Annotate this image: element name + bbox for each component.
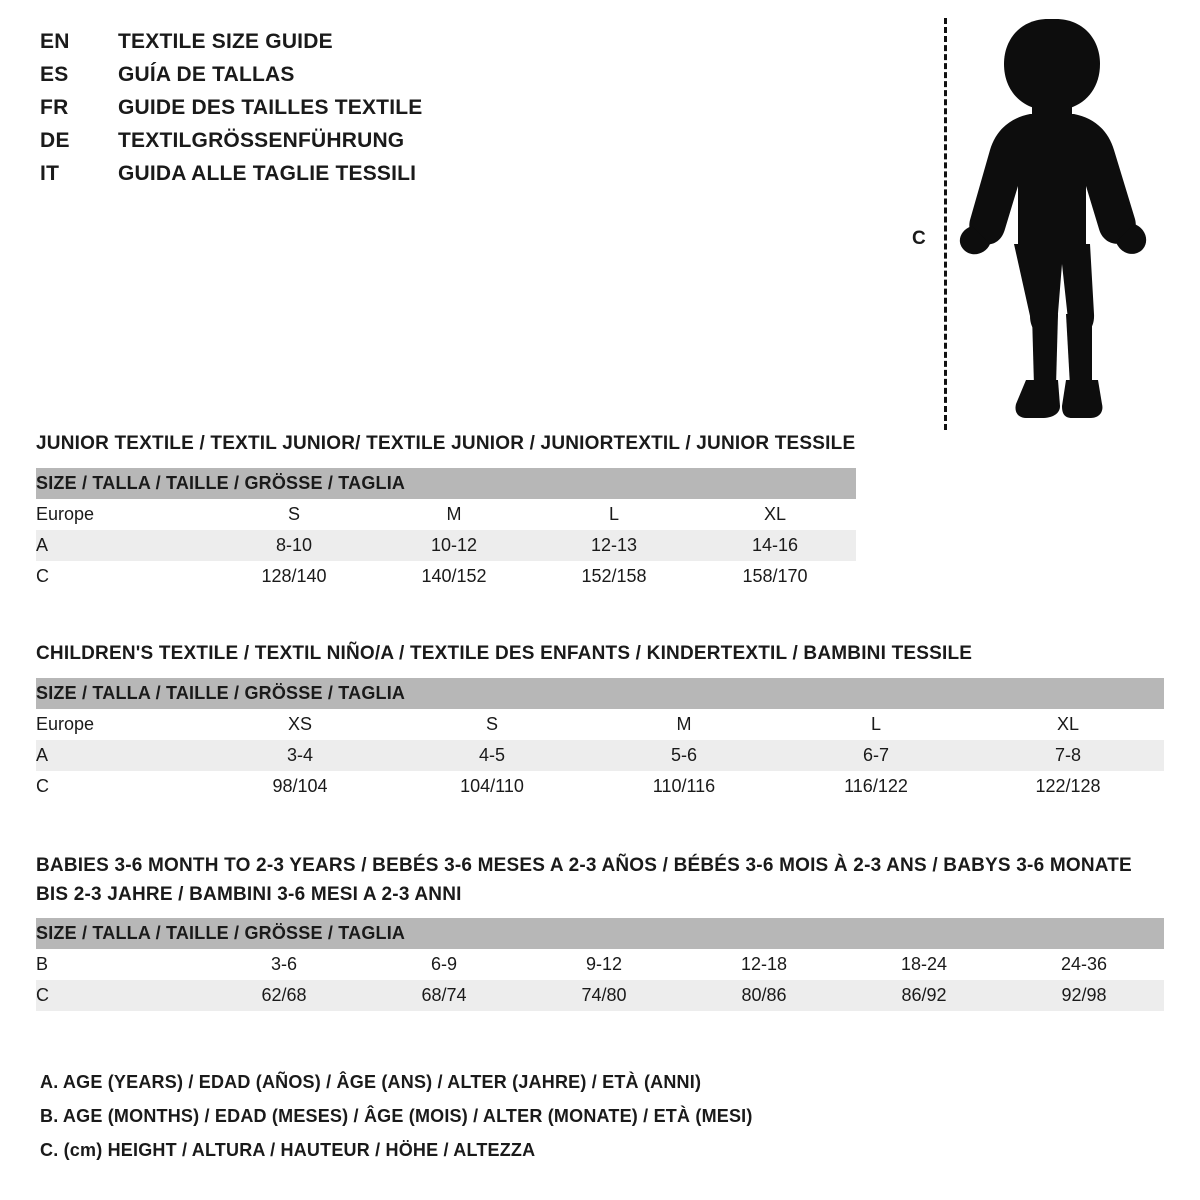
header-row xyxy=(40,162,600,195)
table-cell: 74/80 xyxy=(581,985,627,1005)
header-lang-code: EN xyxy=(40,30,70,53)
table-band-header xyxy=(36,678,1164,709)
table-cell: M xyxy=(676,713,692,734)
table-cell: 158/170 xyxy=(742,565,808,586)
table-band-header xyxy=(36,468,856,499)
language-header xyxy=(40,30,600,195)
table-cell: 62/68 xyxy=(261,985,307,1005)
table-row xyxy=(36,740,1164,771)
footnote-a: A. AGE (YEARS) / EDAD (AÑOS) / ÂGE (ANS) / ALTER (JAHRE) / ETÀ (ANNI) xyxy=(40,1072,702,1092)
table-row xyxy=(36,949,1164,980)
table-cell: 12-13 xyxy=(590,534,638,555)
babies-size-table xyxy=(36,918,1164,1011)
header-title-text: TEXTILGRÖSSENFÜHRUNG xyxy=(118,129,405,152)
header-lang-code: DE xyxy=(40,129,70,152)
table-cell: S xyxy=(485,713,498,734)
table-cell: 98/104 xyxy=(272,775,328,796)
table-cell: 3-6 xyxy=(270,954,297,974)
table-cell: 12-18 xyxy=(740,954,788,974)
header-row xyxy=(40,129,600,162)
table-cell: XL xyxy=(1057,713,1080,734)
table-row xyxy=(36,561,856,592)
table-row xyxy=(36,530,856,561)
row-label: A xyxy=(36,534,49,555)
table-row xyxy=(36,980,1164,1011)
footnote-c: C. (cm) HEIGHT / ALTURA / HAUTEUR / HÖHE / ALTEZZA xyxy=(40,1140,536,1160)
table-row xyxy=(36,709,1164,740)
table-cell: M xyxy=(446,503,462,524)
height-measure-figure xyxy=(900,10,1160,430)
band-label: SIZE / TALLA / TAILLE / GRÖSSE / TAGLIA xyxy=(36,923,406,943)
band-label: SIZE / TALLA / TAILLE / GRÖSSE / TAGLIA xyxy=(36,472,406,493)
header-lang-code: IT xyxy=(40,162,60,185)
section-childrens-textile xyxy=(36,640,1164,802)
header-row xyxy=(40,30,600,63)
header-title-text: GUIDE DES TAILLES TEXTILE xyxy=(118,96,423,119)
header-title-text: TEXTILE SIZE GUIDE xyxy=(118,30,333,53)
table-cell: 140/152 xyxy=(421,565,487,586)
section-babies-textile xyxy=(36,852,1164,1011)
row-label: C xyxy=(36,985,49,1005)
table-cell: 116/122 xyxy=(844,775,908,796)
table-cell: XS xyxy=(287,713,312,734)
row-label: B xyxy=(36,954,49,974)
header-title-text: GUÍA DE TALLAS xyxy=(118,63,295,86)
header-title-text: GUIDA ALLE TAGLIE TESSILI xyxy=(118,162,417,185)
children-size-table xyxy=(36,678,1164,802)
table-cell: 152/158 xyxy=(581,565,647,586)
table-cell: 6-9 xyxy=(430,954,457,974)
table-cell: 3-4 xyxy=(286,744,313,765)
table-row xyxy=(36,771,1164,802)
table-cell: 18-24 xyxy=(900,954,948,974)
band-label: SIZE / TALLA / TAILLE / GRÖSSE / TAGLIA xyxy=(36,682,406,703)
child-silhouette-icon xyxy=(952,14,1152,434)
table-cell: L xyxy=(608,503,619,524)
header-row xyxy=(40,63,600,96)
row-label: C xyxy=(36,565,49,586)
table-cell: S xyxy=(287,503,300,524)
table-cell: 68/74 xyxy=(421,985,467,1005)
table-cell: 86/92 xyxy=(901,985,947,1005)
table-cell: 14-16 xyxy=(751,534,799,555)
table-cell: 5-6 xyxy=(670,744,697,765)
junior-size-table xyxy=(36,468,856,592)
table-cell: 6-7 xyxy=(862,744,889,765)
header-row xyxy=(40,96,600,129)
header-lang-code: ES xyxy=(40,63,69,86)
header-lang-code: FR xyxy=(40,96,69,119)
table-cell: 110/116 xyxy=(652,775,716,796)
table-row xyxy=(36,499,856,530)
row-label: Europe xyxy=(36,713,95,734)
table-cell: 24-36 xyxy=(1060,954,1108,974)
section-title: BABIES 3-6 MONTH TO 2-3 YEARS / BEBÉS 3-6 MESES A 2-3 AÑOS / BÉBÉS 3-6 MOIS À 2-3 ANS / BABYS 3-6 MONATE BIS 2-3 JAHRE / BAMBINI 3-6 MESI A 2-3 ANNI xyxy=(36,855,1132,905)
footnote-b: B. AGE (MONTHS) / EDAD (MESES) / ÂGE (MOIS) / ALTER (MONATE) / ETÀ (MESI) xyxy=(40,1106,753,1126)
table-cell: 80/86 xyxy=(741,985,787,1005)
table-cell: 8-10 xyxy=(275,534,313,555)
section-title: CHILDREN'S TEXTILE / TEXTIL NIÑO/A / TEXTILE DES ENFANTS / KINDERTEXTIL / BAMBINI TESSILE xyxy=(36,643,973,664)
section-junior-textile xyxy=(36,430,1164,592)
height-dashed-line xyxy=(944,18,947,430)
table-cell: 4-5 xyxy=(478,744,505,765)
table-cell: L xyxy=(870,713,881,734)
row-label: C xyxy=(36,775,49,796)
row-label: A xyxy=(36,744,49,765)
footnotes xyxy=(40,1065,1140,1167)
table-band-header xyxy=(36,918,1164,949)
row-label: Europe xyxy=(36,503,95,524)
measure-label-c: C xyxy=(912,228,926,249)
table-cell: 10-12 xyxy=(430,534,478,555)
table-cell: 9-12 xyxy=(585,954,623,974)
table-cell: 104/110 xyxy=(460,775,524,796)
section-title: JUNIOR TEXTILE / TEXTIL JUNIOR/ TEXTILE JUNIOR / JUNIORTEXTIL / JUNIOR TESSILE xyxy=(36,433,856,454)
table-cell: 122/128 xyxy=(1035,775,1101,796)
table-cell: XL xyxy=(763,503,787,524)
table-cell: 128/140 xyxy=(261,565,327,586)
table-cell: 7-8 xyxy=(1055,744,1082,765)
table-cell: 92/98 xyxy=(1061,985,1107,1005)
